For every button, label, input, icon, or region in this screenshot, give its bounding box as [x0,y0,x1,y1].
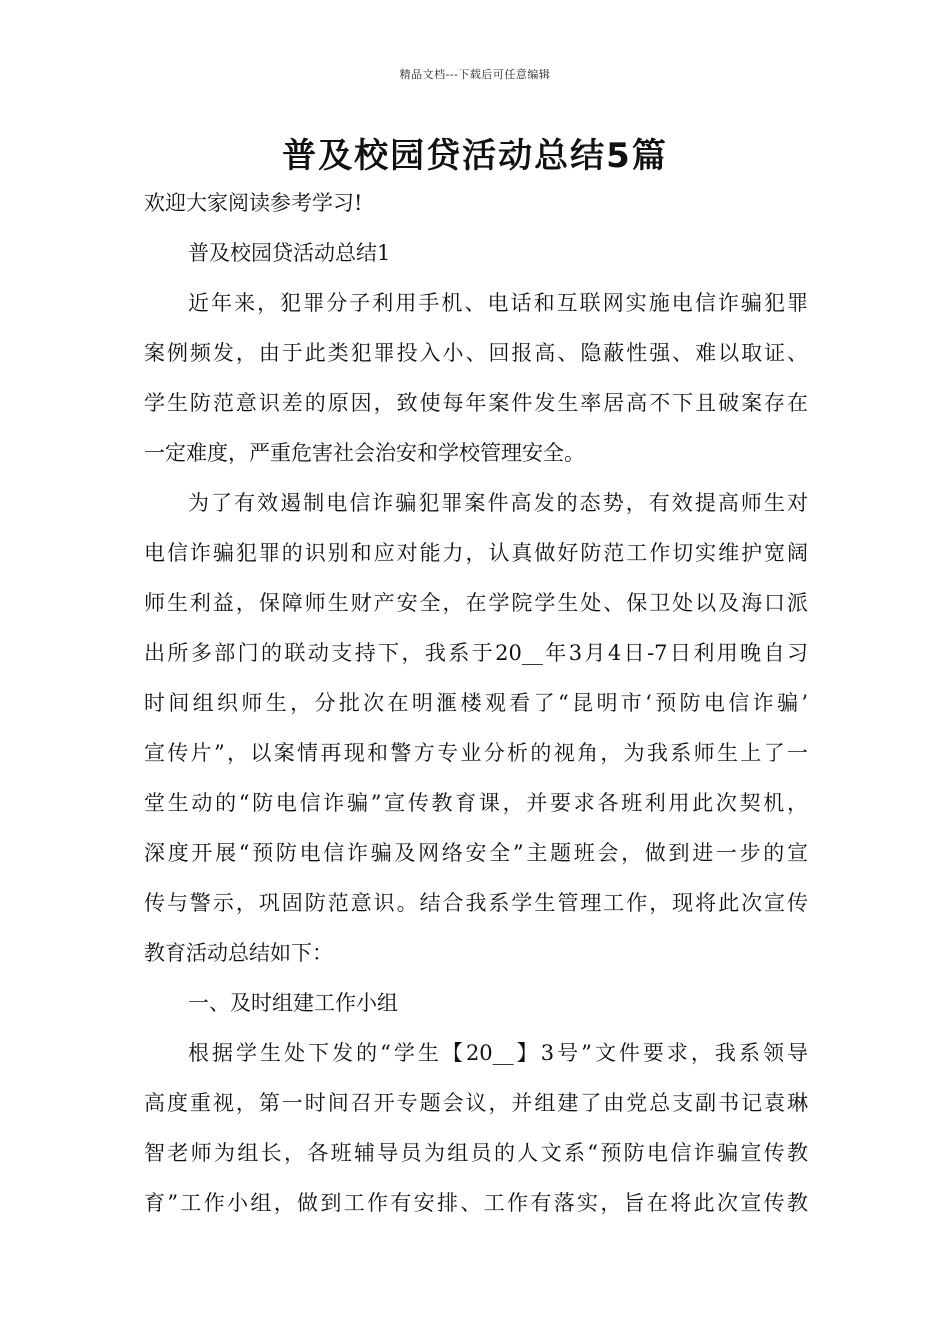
text-line: 为了有效遏制电信诈骗犯罪案件高发的态势，有效提高师生对 [188,491,808,515]
text-line: 高度重视，第一时间召开专题会议，并组建了由党总支副书记袁琳 [144,1091,808,1115]
text-line: 时间组织师生，分批次在明滙楼观看了“昆明市‘预防电信诈骗’ [144,691,808,715]
text-line: 近年来，犯罪分子利用手机、电话和互联网实施电信诈骗犯罪 [188,291,808,315]
text-line: 一定难度，严重危害社会治安和学校管理安全。 [144,441,585,465]
document-title: 普及校园贷活动总结5篇 [282,136,668,176]
text-line: 欢迎大家阅读参考学习! [144,191,363,215]
text-line: 电信诈骗犯罪的识别和应对能力，认真做好防范工作切实维护宽阔 [144,541,808,565]
document-body [144,178,808,1228]
text-line: 智老师为组长，各班辅导员为组员的人文系“预防电信诈骗宣传教 [144,1141,808,1165]
text-line: 根据学生处下发的“学生【20__】3号”文件要求，我系领导 [188,1041,808,1065]
text-line: 师生利益，保障师生财产安全，在学院学生处、保卫处以及海口派 [144,591,808,615]
text-line: 育”工作小组，做到工作有安排、工作有落实，旨在将此次宣传教 [144,1191,808,1215]
page-header-note: 精品文档---下载后可任意编辑 [399,68,551,81]
text-line: 深度开展“预防电信诈骗及网络安全”主题班会，做到进一步的宣 [144,841,808,865]
text-line: 学生防范意识差的原因，致使每年案件发生率居高不下且破案存在 [144,391,808,415]
text-line: 出所多部门的联动支持下，我系于20__年3月4日-7日利用晚自习 [144,641,808,665]
text-line: 案例频发，由于此类犯罪投入小、回报高、隐蔽性强、难以取证、 [144,341,808,365]
text-line: 传与警示，巩固防范意识。结合我系学生管理工作，现将此次宣传 [144,891,808,915]
text-line: 宣传片”，以案情再现和警方专业分析的视角，为我系师生上了一 [144,741,808,765]
text-line: 一、及时组建工作小组 [188,991,398,1015]
text-line: 堂生动的“防电信诈骗”宣传教育课，并要求各班利用此次契机， [144,791,808,815]
text-line: 教育活动总结如下： [144,941,333,965]
text-line: 普及校园贷活动总结1 [188,241,391,265]
